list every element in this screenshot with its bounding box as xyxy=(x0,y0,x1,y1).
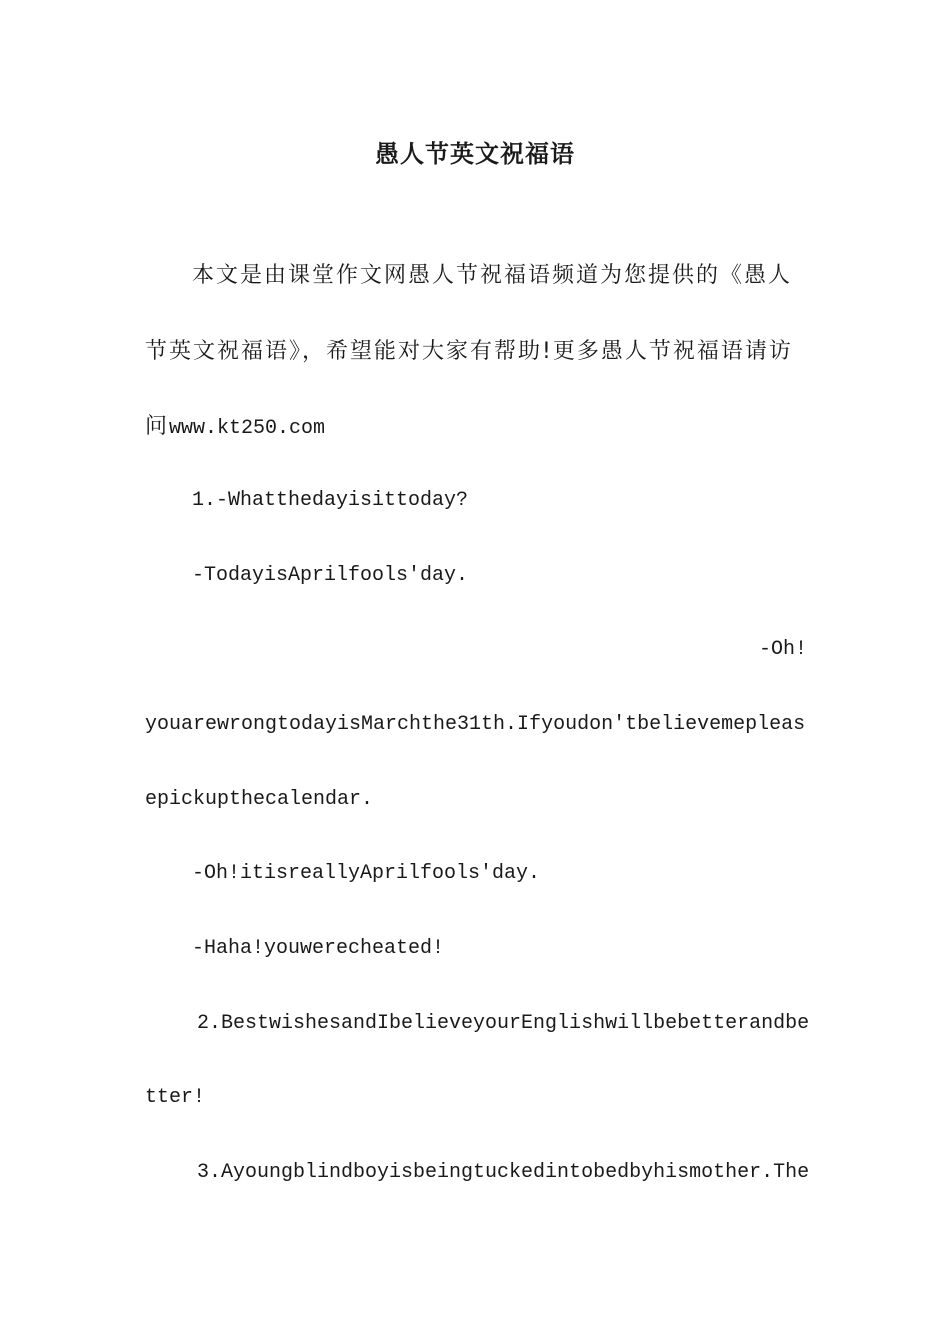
dialogue-line-6: -Oh!itisreallyAprilfools'day. xyxy=(192,862,541,885)
intro-line-3-prefix: 问 xyxy=(145,414,170,439)
dialogue-line-7: -Haha!youwerecheated! xyxy=(192,937,445,960)
story-line-1: 3.Ayoungblindboyisbeingtuckedintobedbyhismother.The xyxy=(197,1161,810,1184)
dialogue-line-2: -TodayisAprilfools'day. xyxy=(192,564,469,587)
document-title: 愚人节英文祝福语 xyxy=(375,140,575,168)
dialogue-line-3: -Oh! xyxy=(758,638,807,661)
wish-line-1: 2.BestwishesandIbelieveyourEnglishwillbebetterandbe xyxy=(197,1012,810,1035)
site-url: www.kt250.com xyxy=(169,417,326,440)
dialogue-line-4: youarewrongtodayisMarchthe31th.Ifyoudon'tbelievemepleas xyxy=(145,713,806,736)
intro-line-3 xyxy=(145,411,807,444)
dialogue-line-1: 1.-Whatthedayisittoday? xyxy=(192,489,469,512)
intro-line-1: 本文是由课堂作文网愚人节祝福语频道为您提供的《愚人 xyxy=(192,263,793,288)
wish-line-2: tter! xyxy=(145,1086,206,1109)
intro-line-2: 节英文祝福语》，希望能对大家有帮助!更多愚人节祝福语请访 xyxy=(145,339,793,364)
dialogue-line-5: epickupthecalendar. xyxy=(145,788,374,811)
